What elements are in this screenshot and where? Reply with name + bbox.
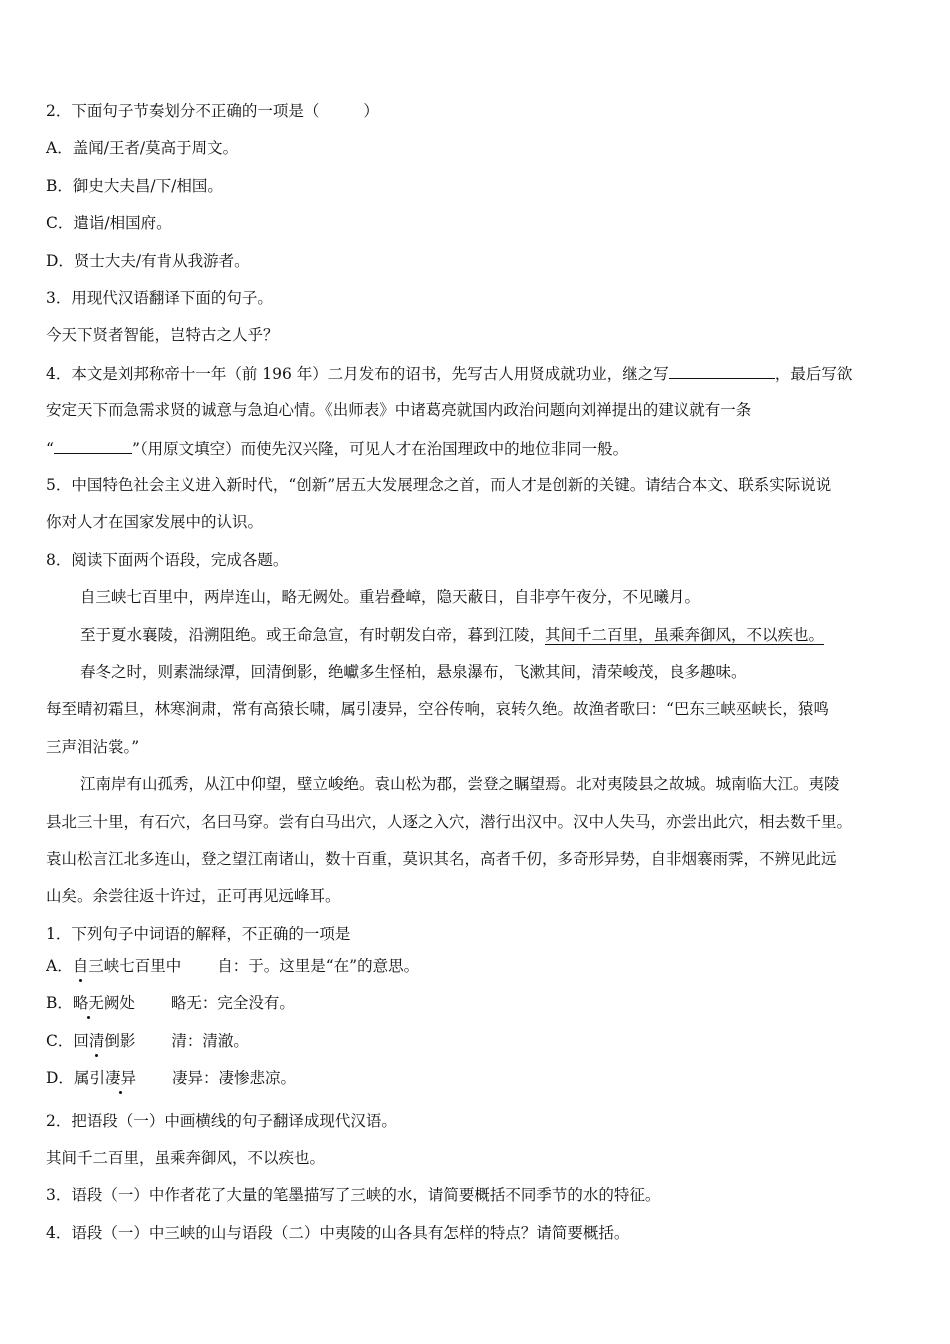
question-4-line-1-tail: ，最后写欲 [774,365,853,383]
question-2-option-a: A．盖闻/王者/莫高于周文。 [46,139,239,157]
passage-2-line-4: 山矣。余尝往返十许过，正可再见远峰耳。 [46,887,341,905]
sub-question-2-stem: 2．把语段（一）中画横线的句子翻译成现代汉语。 [46,1112,397,1130]
question-4-line-1-text: 4．本文是刘邦称帝十一年（前 196 年）二月发布的诏书，先写古人用贤成就功业，继之写 [46,365,669,383]
emphasized-word: 凄异 [104,1069,136,1087]
sub-question-1-option-a [46,955,906,977]
sub-question-1-option-d [46,1067,906,1089]
option-label: A． [46,957,73,975]
option-label: C． [46,1032,74,1050]
question-3-stem: 3．用现代汉语翻译下面的句子。 [46,289,273,307]
option-phrase: 回 [73,1032,89,1050]
question-2-option-d: D．贤士大夫/有肯从我游者。 [46,252,250,270]
passage-1-para-3-line-1: 春冬之时，则素湍绿潭，回清倒影，绝巘多生怪柏，悬泉瀑布，飞漱其间，清荣峻茂，良多趣味。 [80,663,747,681]
question-2-option-b: B．御史大夫昌/下/相国。 [46,177,223,195]
passage-1-para-1: 自三峡七百里中，两岸连山，略无阙处。重岩叠嶂，隐天蔽日，自非亭午夜分，不见曦月。 [80,588,701,606]
sub-question-1-option-c [46,1030,906,1052]
question-5-line-1: 5．中国特色社会主义进入新时代，“创新”居五大发展理念之首，而人才是创新的关键。请结合本文、联系实际说说 [46,476,832,494]
sub-question-1-stem: 1．下列句子中词语的解释，不正确的一项是 [46,925,351,943]
option-phrase: 属引 [73,1069,105,1087]
sub-question-4-stem: 4．语段（一）中三峡的山与语段（二）中夷陵的山各具有怎样的特点？请简要概括。 [46,1224,630,1242]
question-2-stem-close: ） [363,102,379,120]
option-explanation: 清：清澈。 [171,1032,249,1050]
option-label: B． [46,994,73,1012]
question-2-stem-text: 2．下面句子节奏划分不正确的一项是（ [46,102,320,120]
question-4-line-3-text: ”（用原文填空）而使先汉兴隆，可见人才在治国理政中的地位非同一般。 [131,440,629,458]
fill-blank-2 [54,437,132,454]
option-phrase: 三峡七百里中 [88,957,182,975]
emphasized-word: 自 [72,957,89,975]
emphasized-word: 清 [88,1032,105,1050]
question-3-sentence: 今天下贤者智能，岂特古之人乎？ [46,326,279,344]
sub-question-3-stem: 3．语段（一）中作者花了大量的笔墨描写了三峡的水，请简要概括不同季节的水的特征。 [46,1186,661,1204]
emphasized-word: 略无 [72,994,104,1012]
question-4-open-quote: “ [46,440,54,458]
question-4-line-3 [46,437,906,460]
option-phrase: 阙处 [103,994,135,1012]
passage-2-line-2: 县北三十里，有石穴，名曰马穿。尝有白马出穴，人逐之入穴，潜行出汉中。汉中人失马，亦尝出此穴，相去数千里。 [46,813,853,831]
passage-2-line-1: 江南岸有山孤秀，从江中仰望，壁立峻绝。袁山松为郡，尝登之瞩望焉。北对夷陵县之故城。城南临大江。夷陵 [80,775,840,793]
option-phrase-tail: 倒影 [104,1032,136,1050]
question-4-line-1 [46,362,906,385]
option-explanation: 自：于。这里是“在”的意思。 [217,957,420,975]
question-8-stem: 8．阅读下面两个语段，完成各题。 [46,551,289,569]
passage-1-para-2 [80,624,906,646]
passage-1-para-3-line-3: 三声泪沾裳。” [46,738,140,756]
fill-blank-1 [669,362,775,379]
sub-question-1-option-b [46,992,906,1014]
question-2-stem [46,100,906,122]
underlined-sentence: 其间千二百里，虽乘奔御风，不以疾也。 [545,626,825,644]
question-2-option-c: C．遣诣/相国府。 [46,214,172,232]
option-label: D． [46,1069,74,1087]
option-explanation: 略无：完全没有。 [170,994,295,1012]
sub-question-2-sentence: 其间千二百里，虽乘奔御风，不以疾也。 [46,1149,326,1167]
passage-2-line-3: 袁山松言江北多连山，登之望江南诸山，数十百重，莫识其名，高者千仞，多奇形异势，自非烟褰雨霁，不辨见此远 [46,850,837,868]
passage-1-para-2-text: 至于夏水襄陵，沿溯阻绝。或王命急宣，有时朝发白帝，暮到江陵， [80,626,546,644]
question-5-line-2: 你对人才在国家发展中的认识。 [46,513,264,531]
question-4-line-2: 安定天下而急需求贤的诚意与急迫心情。《出师表》中诸葛亮就国内政治问题向刘禅提出的建议就有一条 [46,401,752,419]
passage-1-para-3-line-2: 每至晴初霜旦，林寒涧肃，常有高猿长啸，属引凄异，空谷传响，哀转久绝。故渔者歌曰：“巴东三峡巫峡长，猿鸣 [46,700,829,718]
option-explanation: 凄异：凄惨悲凉。 [171,1069,296,1087]
